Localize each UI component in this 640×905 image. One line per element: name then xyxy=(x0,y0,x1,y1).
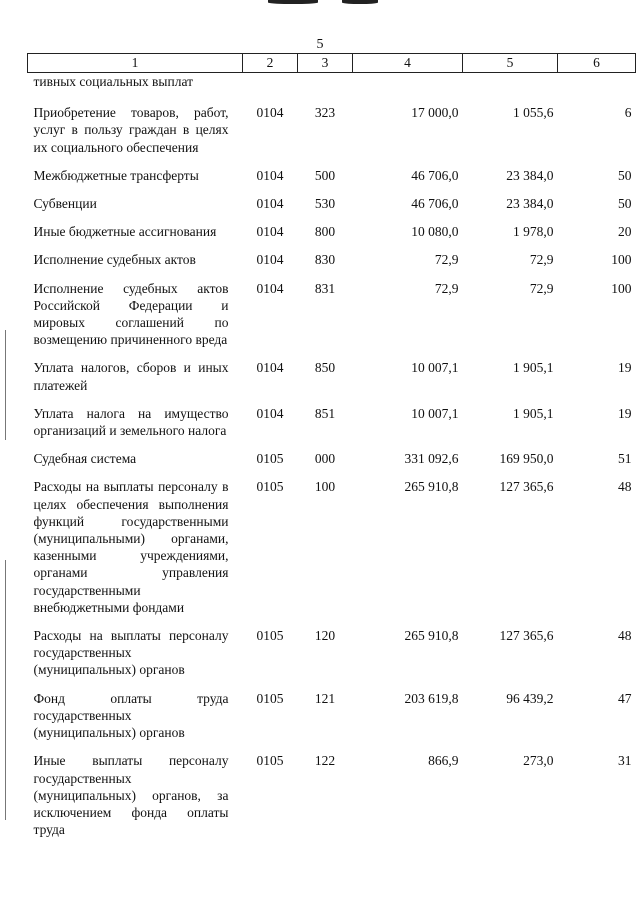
table-row xyxy=(28,159,636,187)
column-header: 5 xyxy=(463,54,558,73)
expense-type-code: 850 xyxy=(314,360,336,376)
continuation-row xyxy=(28,73,636,97)
section-code: 0104 xyxy=(256,280,284,296)
actual-amount: 96 439,2 xyxy=(506,690,554,706)
column-header: 6 xyxy=(558,54,636,73)
section-code: 0104 xyxy=(256,224,284,240)
expense-name: Субвенции xyxy=(33,196,97,212)
actual-amount: 1 055,6 xyxy=(513,105,554,121)
execution-percent: 50 xyxy=(618,196,632,212)
expense-type-code: 323 xyxy=(314,105,336,121)
execution-percent: 50 xyxy=(618,167,632,183)
execution-percent: 100 xyxy=(611,280,632,296)
expense-type-code: 530 xyxy=(314,196,336,212)
plan-amount: 17 000,0 xyxy=(411,105,459,121)
actual-amount: 169 950,0 xyxy=(499,451,554,467)
scan-edge-line xyxy=(5,330,6,440)
scan-artifact xyxy=(342,0,378,4)
plan-amount: 203 619,8 xyxy=(404,690,459,706)
section-code: 0105 xyxy=(256,690,284,706)
section-code: 0104 xyxy=(256,360,284,376)
actual-amount: 273,0 xyxy=(523,753,554,769)
execution-percent: 20 xyxy=(618,224,632,240)
actual-amount: 72,9 xyxy=(529,252,554,268)
plan-amount: 10 080,0 xyxy=(411,224,459,240)
plan-amount: 265 910,8 xyxy=(404,479,459,495)
table-row xyxy=(28,215,636,243)
column-header: 1 xyxy=(28,54,243,73)
expense-name: Исполнение судебных актов Российской Федерации и мировых соглашений по возмещению причиненного вреда xyxy=(33,280,229,348)
execution-percent: 19 xyxy=(618,405,632,421)
plan-amount: 265 910,8 xyxy=(404,628,459,644)
expense-type-code: 830 xyxy=(314,252,336,268)
section-code: 0104 xyxy=(256,196,284,212)
section-code: 0105 xyxy=(256,479,284,495)
execution-percent: 31 xyxy=(618,753,632,769)
expense-name: Исполнение судебных актов xyxy=(33,252,196,268)
plan-amount: 866,9 xyxy=(428,753,459,769)
column-header: 3 xyxy=(298,54,353,73)
expense-type-code: 122 xyxy=(314,753,336,769)
actual-amount: 1 905,1 xyxy=(513,405,554,421)
table-row xyxy=(28,442,636,470)
actual-amount: 1 905,1 xyxy=(513,360,554,376)
expense-type-code: 500 xyxy=(314,167,336,183)
actual-amount: 23 384,0 xyxy=(506,196,554,212)
column-header: 2 xyxy=(243,54,298,73)
expense-name: Приобретение товаров, работ, услуг в пользу граждан в целях их социального обеспечения xyxy=(33,105,229,155)
expense-type-code: 120 xyxy=(314,628,336,644)
continuation-text: тивных социальных выплат xyxy=(33,74,193,89)
actual-amount: 127 365,6 xyxy=(499,628,554,644)
plan-amount: 10 007,1 xyxy=(411,405,459,421)
table-row xyxy=(28,96,636,159)
section-code: 0104 xyxy=(256,105,284,121)
table-row xyxy=(28,243,636,271)
expense-type-code: 100 xyxy=(314,479,336,495)
table-row xyxy=(28,187,636,215)
execution-percent: 48 xyxy=(618,628,632,644)
table-row xyxy=(28,470,636,619)
expense-name: Расходы на выплаты персоналу в целях обеспечения выполнения функций государственными (муниципальными) органами, казенными учреждениями, органами управления государственными внебюджетными фондами xyxy=(33,479,229,615)
plan-amount: 10 007,1 xyxy=(411,360,459,376)
section-code: 0104 xyxy=(256,167,284,183)
section-code: 0105 xyxy=(256,628,284,644)
plan-amount: 46 706,0 xyxy=(411,196,459,212)
actual-amount: 23 384,0 xyxy=(506,167,554,183)
expense-type-code: 000 xyxy=(314,451,336,467)
expense-name: Иные бюджетные ассигнования xyxy=(33,224,217,240)
table-row xyxy=(28,351,636,396)
section-code: 0105 xyxy=(256,753,284,769)
plan-amount: 46 706,0 xyxy=(411,167,459,183)
expense-name: Уплата налога на имущество организаций и земельного налога xyxy=(33,405,229,439)
actual-amount: 1 978,0 xyxy=(513,224,554,240)
expense-name: Фонд оплаты труда государственных (муниципальных) органов xyxy=(33,690,229,741)
section-code: 0105 xyxy=(256,451,284,467)
table-row xyxy=(28,397,636,442)
expense-type-code: 121 xyxy=(314,690,336,706)
table-row xyxy=(28,744,636,841)
table-row xyxy=(28,619,636,682)
page-number: 5 xyxy=(316,37,324,52)
expense-type-code: 831 xyxy=(314,280,336,296)
plan-amount: 72,9 xyxy=(434,280,459,296)
execution-percent: 48 xyxy=(618,479,632,495)
budget-execution-table xyxy=(27,53,636,841)
execution-percent: 6 xyxy=(624,105,632,121)
expense-name: Межбюджетные трансферты xyxy=(33,167,199,183)
actual-amount: 127 365,6 xyxy=(499,479,554,495)
section-code: 0104 xyxy=(256,405,284,421)
expense-type-code: 800 xyxy=(314,224,336,240)
scan-artifact xyxy=(268,0,318,4)
plan-amount: 331 092,6 xyxy=(404,451,459,467)
actual-amount: 72,9 xyxy=(529,280,554,296)
execution-percent: 47 xyxy=(618,690,632,706)
expense-name: Судебная система xyxy=(33,451,137,467)
plan-amount: 72,9 xyxy=(434,252,459,268)
expense-type-code: 851 xyxy=(314,405,336,421)
execution-percent: 51 xyxy=(618,451,632,467)
column-number-header-row xyxy=(28,54,636,73)
expense-name: Расходы на выплаты персоналу государственных (муниципальных) органов xyxy=(33,628,229,678)
scan-edge-line xyxy=(5,560,6,820)
expense-name: Уплата налогов, сборов и иных платежей xyxy=(33,360,229,393)
table-row xyxy=(28,682,636,745)
expense-name: Иные выплаты персоналу государственных (муниципальных) органов, за исключением фонда оплаты труда xyxy=(33,753,229,838)
section-code: 0104 xyxy=(256,252,284,268)
execution-percent: 100 xyxy=(611,252,632,268)
column-header: 4 xyxy=(353,54,463,73)
execution-percent: 19 xyxy=(618,360,632,376)
table-row xyxy=(28,272,636,352)
